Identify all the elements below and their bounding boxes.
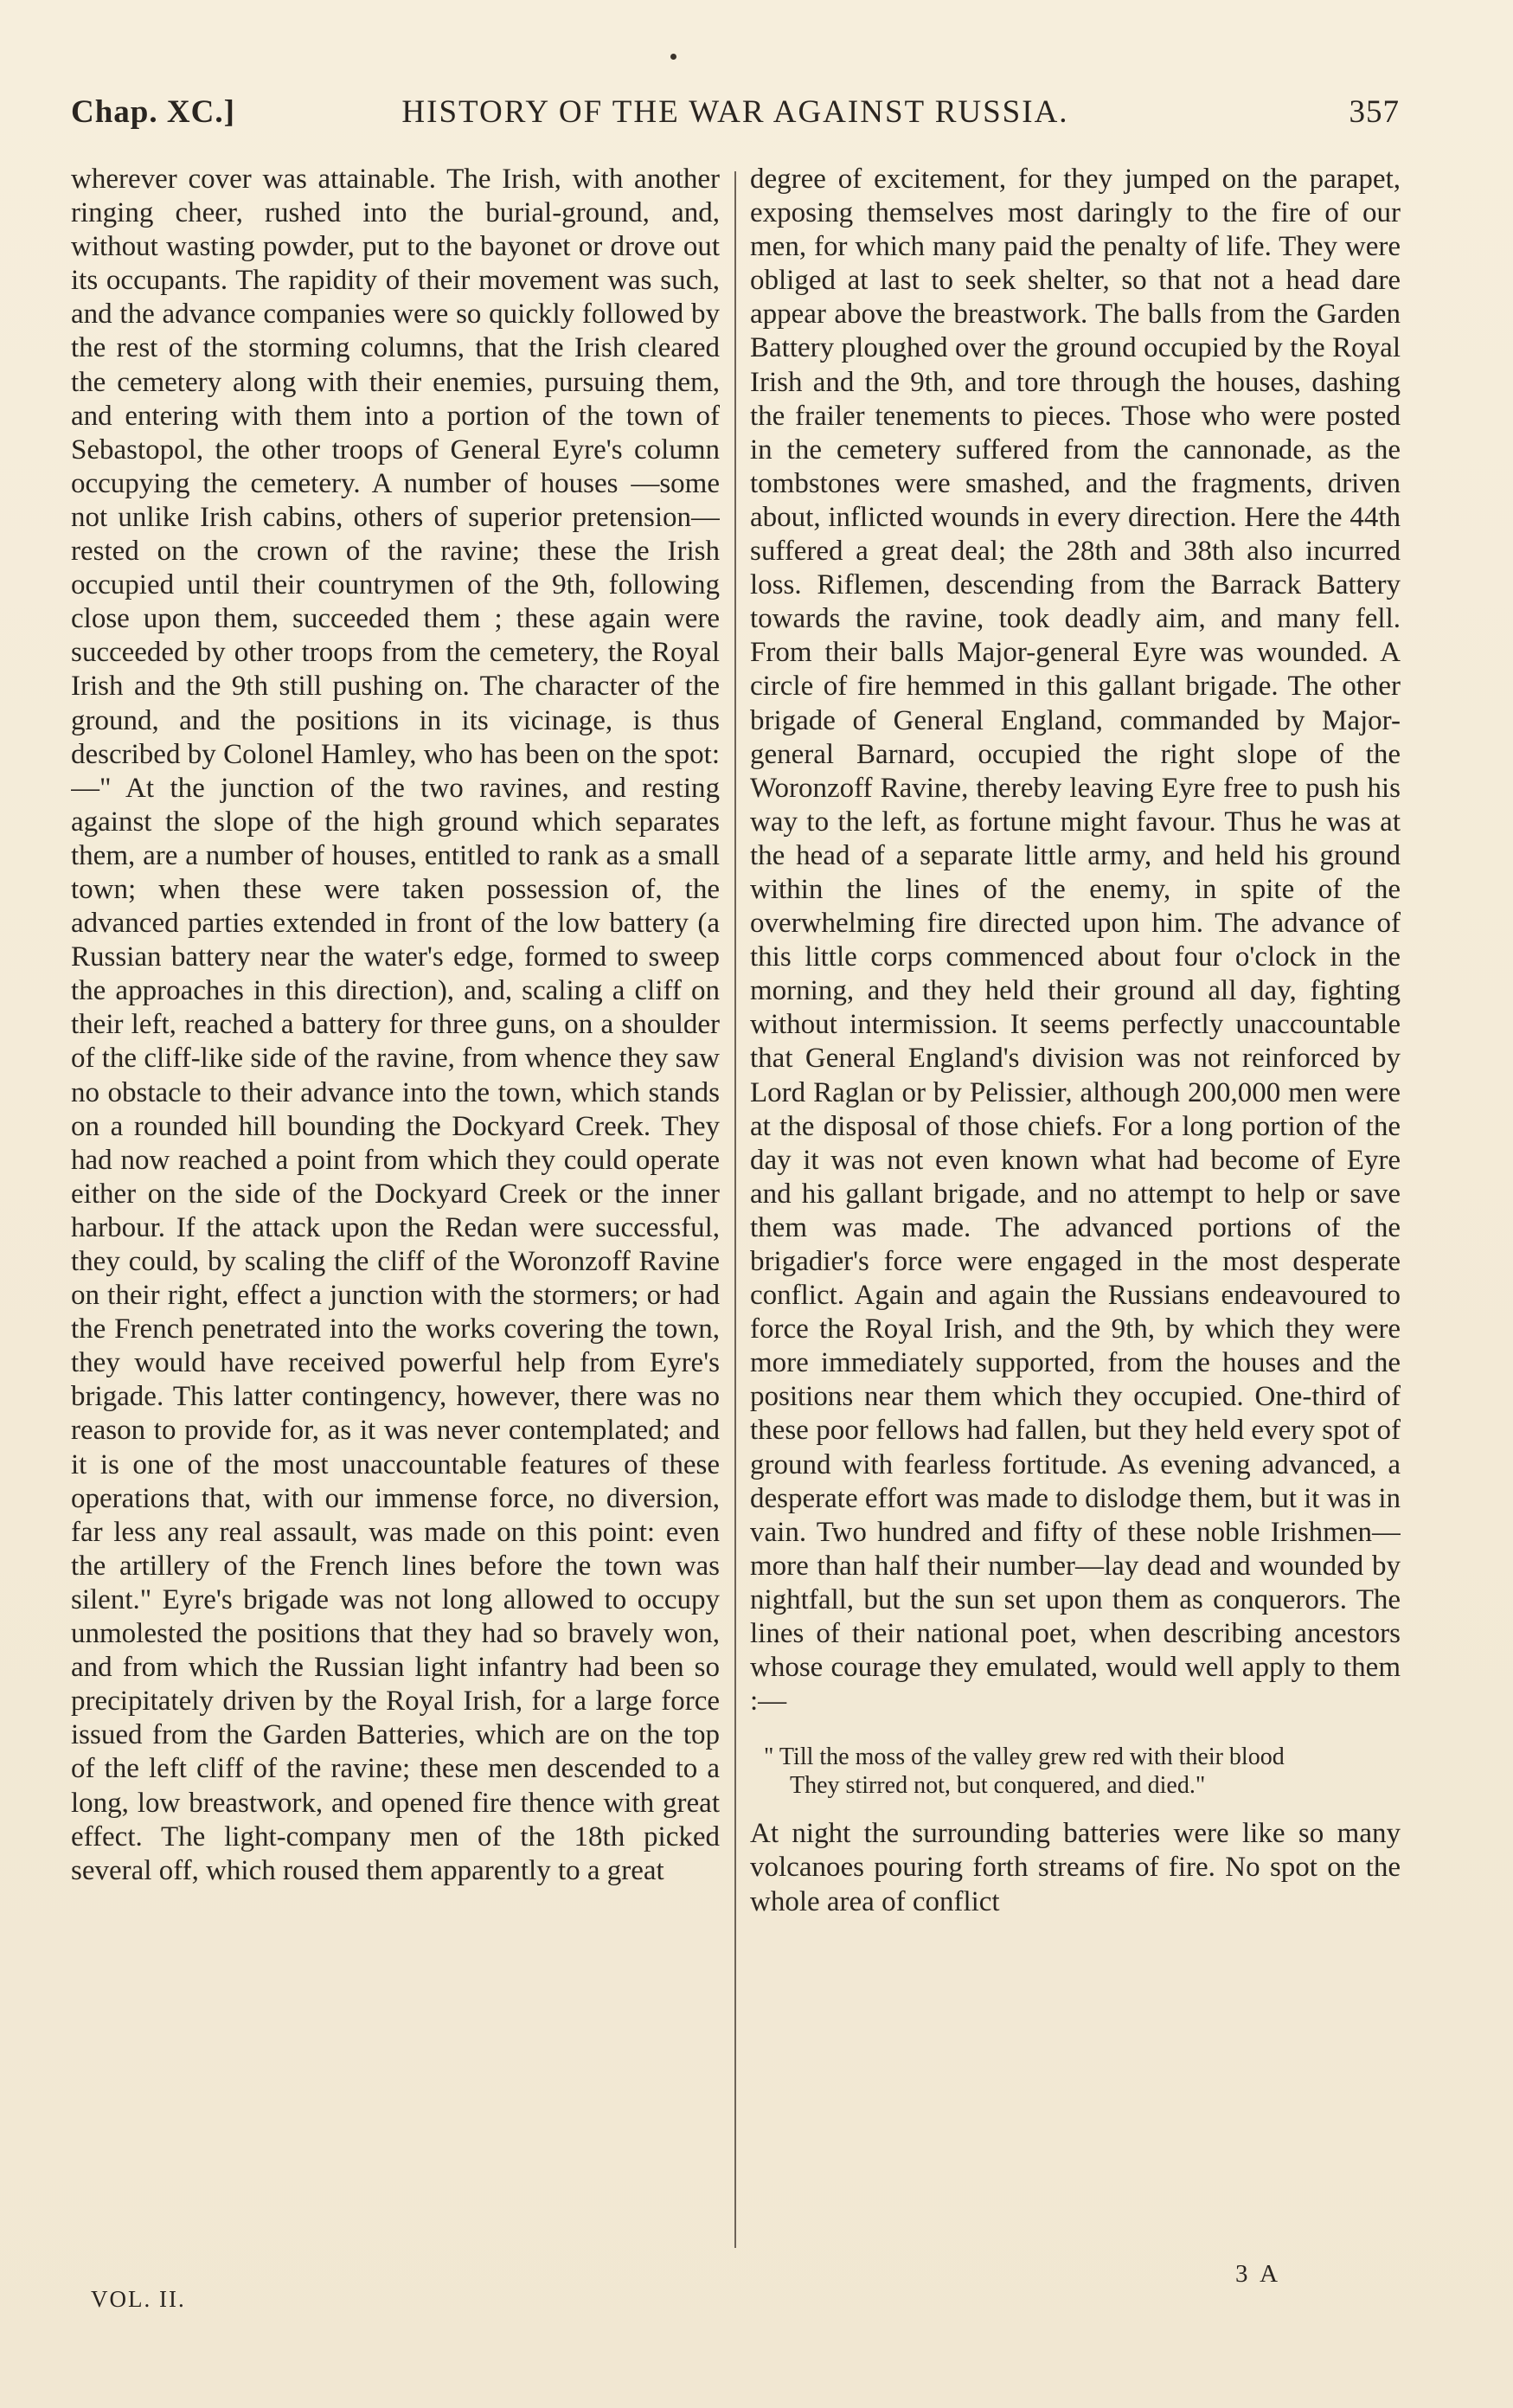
running-title: HISTORY OF THE WAR AGAINST RUSSIA. (401, 94, 1069, 130)
right-column-paragraph-1: degree of excitement, for they jumped on the parapet, exposing themselves most daringly to the fire of our men, for which many paid the penalty of life. They were obliged at last to seek shelter, so that not a head dare appear above the breastwork. The balls from the Garden Battery ploughed over the ground occupied by the Royal Irish and the 9th, and tore through the houses, dashing the frailer tenements to pieces. Those who were posted in the cemetery suffered from the cannonade, as the tombstones were smashed, and the fragments, driven about, inflicted wounds in every direction. Here the 44th suffered a great deal; the 28th and 38th also incurred loss. Riflemen, descending from the Barrack Battery towards the ravine, took deadly aim, and many fell. From their balls Major-general Eyre was wounded. A circle of fire hemmed in this gallant brigade. The other brigade of General England, commanded by Major-general Barnard, occupied the right slope of the Woronzoff Ravine, thereby leaving Eyre free to push his way to the left, as fortune might favour. Thus he was at the head of a separate little army, and held his ground within the lines of the enemy, in spite of the overwhelming fire directed upon him. The advance of this little corps commenced about four o'clock in the morning, and they held their ground all day, fighting without intermission. It seems perfectly unaccountable that General England's division was not reinforced by Lord Raglan or by Pelissier, although 200,000 men were at the disposal of those chiefs. For a long portion of the day it was not even known what had become of Eyre and his gallant brigade, and no attempt to help or save them was made. The advanced portions of the brigadier's force were engaged in the most desperate conflict. Again and again the Russians endeavoured to force the Royal Irish, and the 9th, by which they were more immediately supported, from the houses and the positions near them which they occupied. One-third of these poor fellows had fallen, but they held every spot of ground with fearless fortitude. As evening advanced, a desperate effort was made to dislodge them, but it was in vain. Two hundred and fifty of these noble Irishmen—more than half their number—lay dead and wounded by nightfall, but the sun set upon them as conquerors. The lines of their national poet, when describing ancestors whose courage they emulated, would well apply to them :— (750, 164, 1401, 1718)
signature-mark: 3 A (1235, 2260, 1282, 2288)
ink-dot (670, 54, 676, 60)
left-column-paragraph: wherever cover was attainable. The Irish, with another ringing cheer, rushed into the burial-ground, and, without wasting powder, put to the bayonet or drove out its occupants. The rapidity of their movement was such, and the advance companies were so quickly followed by the rest of the storming columns, that the Irish cleared the cemetery along with their enemies, pursuing them, and entering with them into a portion of the town of Sebastopol, the other troops of General Eyre's column occupying the cemetery. A number of houses —some not unlike Irish cabins, others of superior pretension—rested on the crown of the ravine; these the Irish occupied until their countrymen of the 9th, following close upon them, succeeded them ; these again were succeeded by other troops from the cemetery, the Royal Irish and the 9th still pushing on. The character of the ground, and the positions in its vicinage, is thus described by Colonel Hamley, who has been on the spot:—" At the junction of the two ravines, and resting against the slope of the high ground which separates them, are a number of houses, entitled to rank as a small town; when these were taken possession of, the advanced parties extended in front of the low battery (a Russian battery near the water's edge, formed to sweep the approaches in this direction), and, scaling a cliff on their left, reached a battery for three guns, on a shoulder of the cliff-like side of the ravine, from whence they saw no obstacle to their advance into the town, which stands on a rounded hill bounding the Dockyard Creek. They had now reached a point from which they could operate either on the side of the Dockyard Creek or the inner harbour. If the attack upon the Redan were successful, they could, by scaling the cliff of the Woronzoff Ravine on their right, effect a junction with the stormers; or had the French penetrated into the works covering the town, they would have received powerful help from Eyre's brigade. This latter contingency, however, there was no reason to provide for, as it was never contemplated; and it is one of the most unaccountable features of these operations that, with our immense force, no diversion, far less any real assault, was made on this point: even the artillery of the French lines before the town was silent." Eyre's brigade was not long allowed to occupy unmolested the positions that they had so bravely won, and from which the Russian light infantry had been so precipitately driven by the Royal Irish, for a large force issued from the Garden Batteries, which are on the top of the left cliff of the ravine; these men descended to a long, low breastwork, and opened fire thence with great effect. The light-company men of the 18th picked several off, which roused them apparently to a great (71, 164, 720, 1886)
right-column-paragraph-2: At night the surrounding batteries were like so many volcanoes pouring forth streams of fire. No spot on the whole area of conflict (750, 1818, 1401, 1917)
chapter-label: Chap. XC.] (71, 94, 235, 130)
left-column (71, 163, 720, 2300)
running-header (71, 93, 1400, 137)
volume-label: VOL. II. (91, 2286, 186, 2312)
right-column (750, 163, 1401, 2300)
page-number: 357 (1349, 94, 1400, 130)
poem-quote-line-1: " Till the moss of the valley grew red with their blood (764, 1743, 1285, 1771)
column-divider (734, 171, 736, 2248)
poem-quote-line-2: They stirred not, but conquered, and died." (790, 1772, 1206, 1800)
poem-quote (764, 1743, 1401, 1800)
